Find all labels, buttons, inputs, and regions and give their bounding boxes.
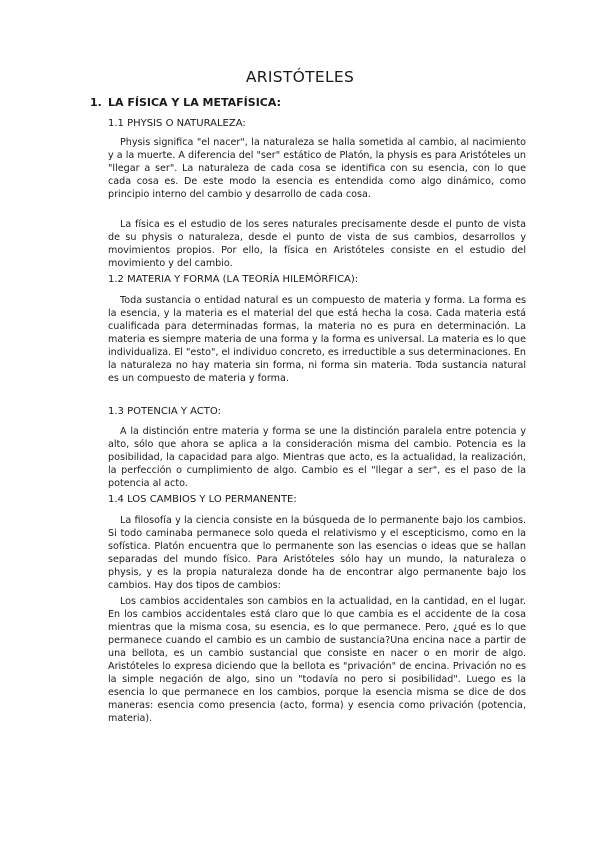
subsection-heading-1-1: 1.1 PHYSIS O NATURALEZA: [108, 118, 246, 129]
paragraph-cambios-1: La filosofía y la ciencia consiste en la búsqueda de lo permanente bajo los cambios. Si todo caminaba permanece solo queda el relativismo y el escepticismo, como en la sofística. Platón encuentra que lo permanente son las esencias o ideas que se hallan separadas del mundo físico. Para Aristóteles sólo hay un mundo, la naturaleza o physis, y es la propia naturaleza donde ha de encontrar algo permanente bajo los cambios. Hay dos tipos de cambios: [108, 515, 526, 591]
section-number: 1. [90, 96, 102, 109]
subsection-heading-1-2: 1.2 MATERIA Y FORMA (LA TEORÍA HILEMÓRFICA): [108, 274, 359, 285]
paragraph-physis-1: Physis significa "el nacer", la naturaleza se halla sometida al cambio, al nacimiento y a la muerte. A diferencia del "ser" estático de Platón, la physis es para Aristóteles un "llegar a ser". La naturaleza de cada cosa se identifica con su esencia, con lo que cada cosa es. De este modo la esencia es entendida como algo dinámico, como principio interno del cambio y desarrollo de cada cosa. [108, 137, 526, 200]
subsection-heading-1-3: 1.3 POTENCIA Y ACTO: [108, 406, 221, 417]
paragraph-physis-2: La física es el estudio de los seres naturales precisamente desde el punto de vista de su physis o naturaleza, desde el punto de vista de sus cambios, desarrollos y movimientos propios. Por ello, la física en Aristóteles consiste en el estudio del movimiento y del cambio. [108, 219, 526, 269]
document-title: ARISTÓTELES [245, 68, 355, 86]
paragraph-materia-forma: Toda sustancia o entidad natural es un compuesto de materia y forma. La forma es la esencia, y la materia es el material del que está hecha la cosa. Cada materia está cualificada para determinadas formas, la materia no es pura en determinación. La materia es siempre materia de una forma y la forma es universal. La materia es lo que individualiza. El "esto", el individuo concreto, es irreductible a sus determinaciones. En la naturaleza no hay materia sin forma, ni forma sin materia. Toda sustancia natural es un compuesto de materia y forma. [108, 295, 526, 384]
section-heading-1 [90, 96, 281, 109]
paragraph-potencia-acto: A la distinción entre materia y forma se une la distinción paralela entre potencia y alto, sólo que ahora se aplica a la consideración misma del cambio. Potencia es la posibilidad, la capacidad para algo. Mientras que acto, es la actualidad, la realización, la perfección o cumplimiento de algo. Cambio es el "llegar a ser", es el paso de la potencia al acto. [108, 426, 526, 489]
section-heading-text: LA FÍSICA Y LA METAFÍSICA: [108, 96, 281, 109]
subsection-heading-1-4: 1.4 LOS CAMBIOS Y LO PERMANENTE: [108, 494, 297, 505]
paragraph-cambios-2: Los cambios accidentales son cambios en la actualidad, en la cantidad, en el lugar. En los cambios accidentales está claro que lo que cambia es el accidente de la cosa mientras que la misma cosa, su esencia, es lo que permanece. Pero, ¿qué es lo que permanece cuando el cambio es un cambio de sustancia?Una encina nace a partir de una bellota, es un cambio sustancial que consiste en nacer o en morir de algo. Aristóteles lo expresa diciendo que la bellota es "privación" de encina. Privación no es la simple negación de algo, sino un "todavía no pero si posibilidad". Luego es la esencia lo que permanece en los cambios, porque la esencia misma se dice de dos maneras: esencia como presencia (acto, forma) y esencia como privación (potencia, materia). [108, 596, 526, 724]
